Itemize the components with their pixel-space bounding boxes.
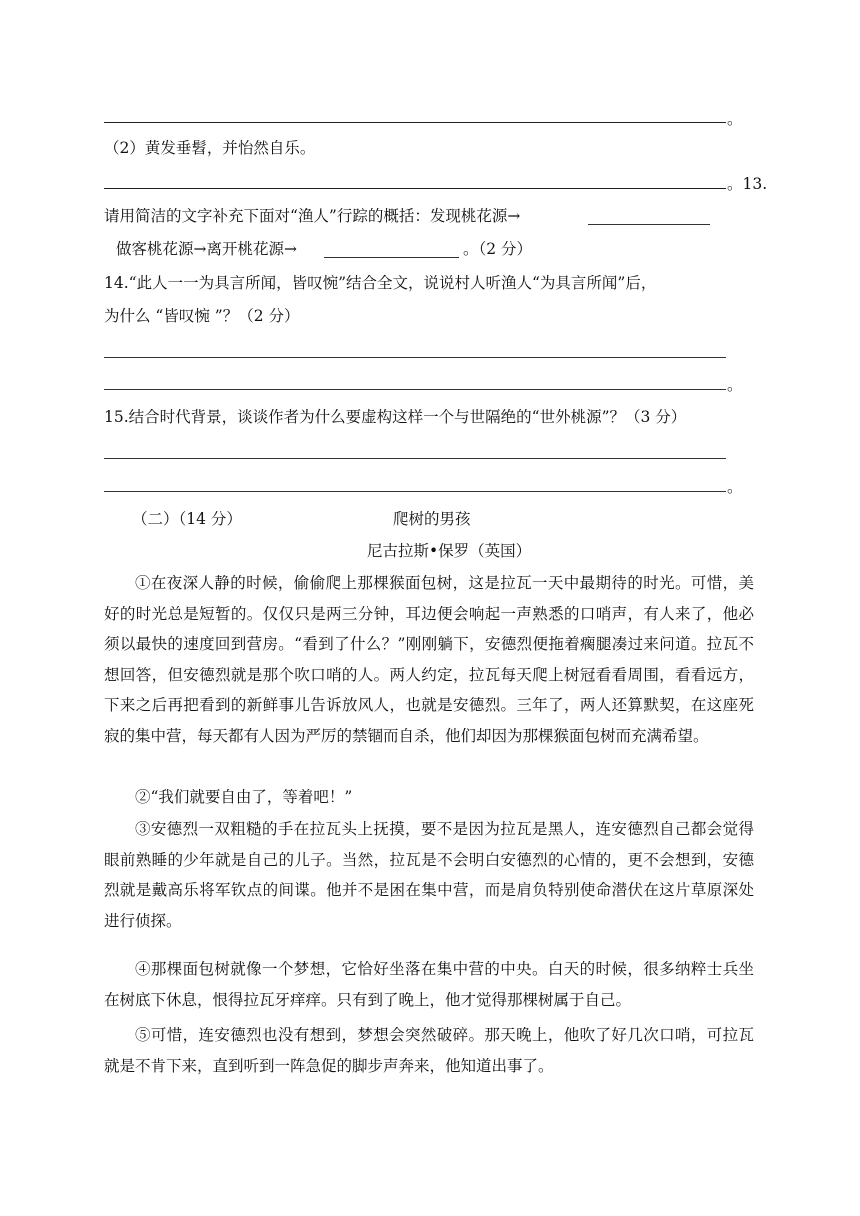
question-13-line-1: 请用简洁的文字补充下面对“渔人”行踪的概括：发现桃花源→ [104,207,521,225]
answer-line[interactable] [104,357,726,358]
question-14-line-2: 为什么 “皆叹惋 ”？（2 分） [104,307,300,325]
article-paragraph-5: ⑤可惜，连安德烈也没有想到，梦想会突然破碎。那天晚上，他吹了好几次口哨，可拉瓦就是不肯下来，直到听到一阵急促的脚步声奔来，他知道出事了。 [104,1026,754,1075]
fill-in-blank[interactable] [588,224,710,225]
answer-line[interactable] [104,122,726,123]
section-label: （二）（14 分） [132,510,242,528]
end-mark: 。 [727,478,743,496]
end-mark: 。 [727,110,743,128]
end-mark-with-question-number: 。13. [727,175,768,193]
article-paragraph-2: ②“我们就要自由了，等着吧！” [135,788,353,806]
answer-line[interactable] [104,491,726,492]
fill-in-blank[interactable] [324,257,459,258]
article-title: 爬树的男孩 [393,510,471,528]
question-14-line-1: 14.“此人一一为具言所闻，皆叹惋”结合全文，说说村人听渔人“为具言所闻”后， [104,274,657,292]
article-paragraph-3: ③安德烈一双粗糙的手在拉瓦头上抚摸，要不是因为拉瓦是黑人，连安德烈自己都会觉得眼前熟睡的少年就是自己的儿子。当然，拉瓦是不会明白安德烈的心情的，更不会想到，安德烈就是戴高乐将军钦点的间谍。他并不是困在集中营，而是肩负特别使命潜伏在这片草原深处进行侦探。 [104,820,754,930]
question-15-line-1: 15.结合时代背景，谈谈作者为什么要虚构这样一个与世隔绝的“世外桃源”？（3 分） [104,408,687,426]
question-13-line-2b: 。（2 分） [463,240,533,258]
answer-line[interactable] [104,188,726,189]
answer-line[interactable] [104,389,726,390]
article-paragraph-4: ④那棵面包树就像一个梦想，它恰好坐落在集中营的中央。白天的时候，很多纳粹士兵坐在树底下休息，恨得拉瓦牙痒痒。只有到了晚上，他才觉得那棵树属于自己。 [104,960,754,1009]
answer-line[interactable] [104,458,726,459]
end-mark: 。 [727,376,743,394]
article-author: 尼古拉斯•保罗（英国） [367,542,532,560]
question-item-2: （2）黄发垂髫，并怡然自乐。 [104,139,316,157]
article-paragraph-1: ①在夜深人静的时候，偷偷爬上那棵猴面包树，这是拉瓦一天中最期待的时光。可惜，美好的时光总是短暂的。仅仅只是两三分钟，耳边便会响起一声熟悉的口哨声，有人来了，他必须以最快的速度回到营房。“看到了什么？”刚刚躺下，安德烈便拖着瘸腿凑过来问道。拉瓦不想回答，但安德烈就是那个吹口哨的人。两人约定，拉瓦每天爬上树冠看看周围，看看远方，下来之后再把看到的新鲜事儿告诉放风人，也就是安德烈。三年了，两人还算默契，在这座死寂的集中营，每天都有人因为严厉的禁锢而自杀，他们却因为那棵猴面包树而充满希望。 [104,574,754,745]
question-13-line-2a: 做客桃花源→离开桃花源→ [116,240,297,258]
